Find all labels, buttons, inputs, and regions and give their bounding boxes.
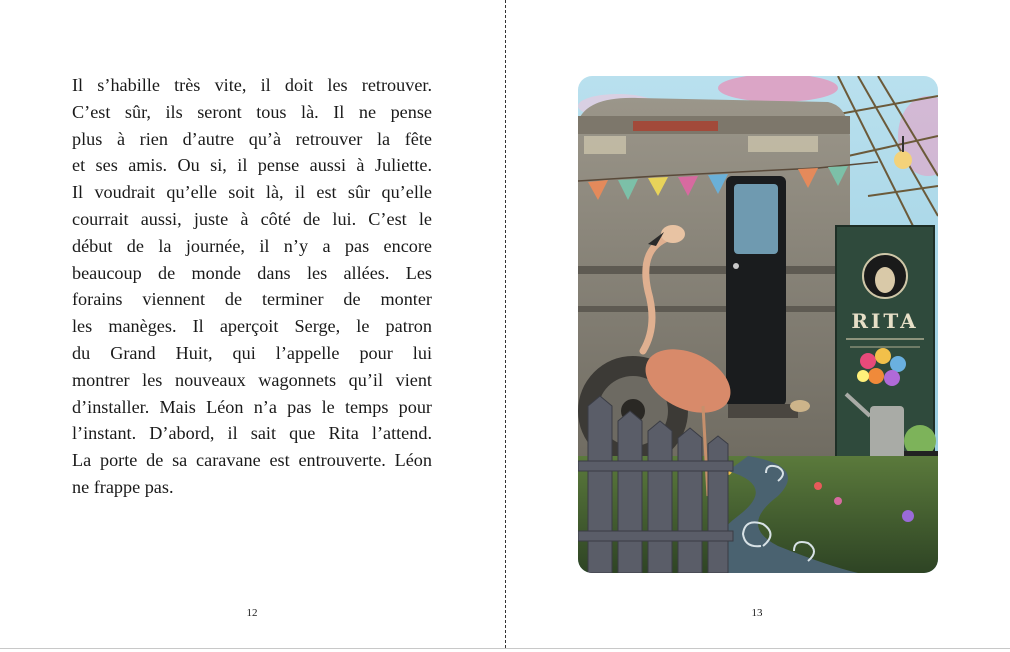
page-number: 12 [246,607,258,619]
text-line: Il s’habille très vite, il doit les retrouver. [72,75,432,95]
text-line: plus à rien d’autre qu’à retrouver la fête [72,128,432,149]
story-text [72,72,432,501]
caravan-stripe [578,266,850,274]
illustration [578,76,938,573]
text-line: l’instant. D’abord, il sait que Rita l’attend. [72,423,432,444]
door-handle [733,263,739,269]
shoes [790,400,810,412]
text-line: d’installer. Mais Léon n’a pas le temps pour [72,396,432,417]
text-line: et ses amis. Ou si, il pense aussi à Juliette. [72,155,432,176]
left-page [0,0,505,648]
text-line: C’est sûr, ils seront tous là. Il ne pense [72,101,432,122]
sign-text: RITA [851,309,919,333]
right-page [506,0,1010,648]
text-line: les manèges. Il aperçoit Serge, le patron [72,316,432,337]
text-line: forains viennent de terminer de monter [72,289,432,310]
lamp [894,151,912,169]
text-line: Il voudrait qu’elle soit là, il est sûr qu’elle [72,182,432,203]
caravan-stripe [578,306,850,312]
caravan-window [584,136,626,154]
text-line: début de la journée, il n’y a pas encore [72,235,432,256]
caravan-ornament [633,121,718,131]
caravan-step [728,404,798,418]
text-line: ne frappe pas. [72,476,174,497]
text-line: montrer les nouveaux wagonnets qu’il vient [72,369,432,390]
door-window [734,184,778,254]
caravan-window [748,136,818,152]
text-line: du Grand Huit, qui l’appelle pour lui [72,342,432,363]
text-line: courrait aussi, juste à côté de lui. C’est le [72,208,432,229]
bottom-rule [0,648,1010,649]
text-line: beaucoup de monde dans les allées. Les [72,262,432,283]
page-number: 13 [751,607,763,619]
text-line: La porte de sa caravane est entrouverte. Léon [72,450,432,471]
